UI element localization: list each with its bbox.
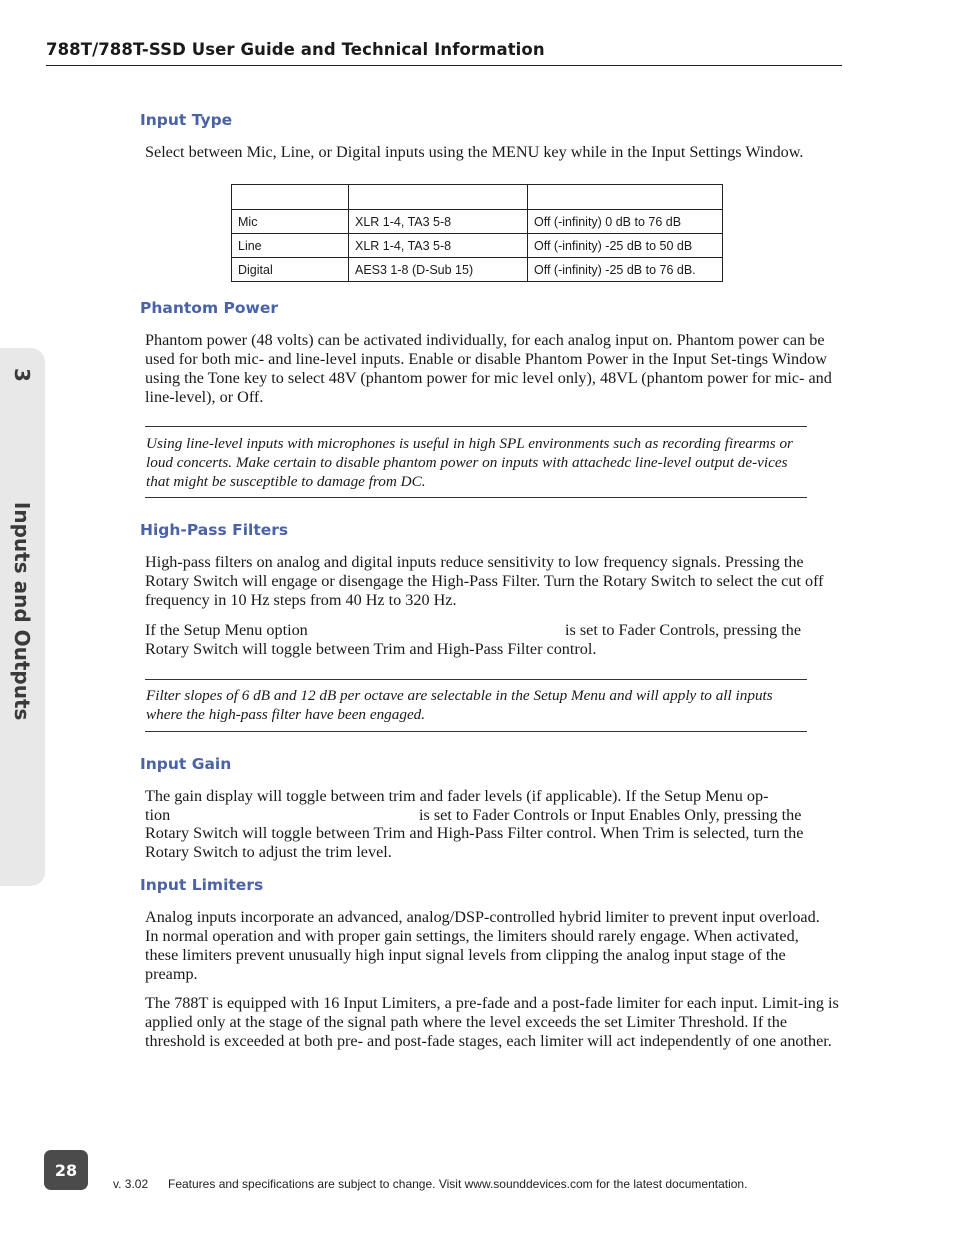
high-pass-option-text-c: Rotary Switch will toggle between Trim and High-Pass Filter control. [145, 640, 597, 658]
table-header-row [232, 185, 723, 210]
chapter-side-tab [0, 348, 45, 886]
table-row [232, 210, 723, 234]
input-limiters-heading: Input Limiters [140, 876, 264, 894]
table-cell: AES3 1-8 (D-Sub 15) [349, 258, 528, 282]
page-header-title: 788T/788T-SSD User Guide and Technical Information [46, 40, 545, 59]
input-gain-line1: The gain display will toggle between trim and fader levels (if applicable). If the Setup Menu op- [145, 787, 769, 805]
chapter-title: Inputs and Outputs [10, 501, 34, 721]
table-row [232, 258, 723, 282]
table-cell: Mic [232, 210, 349, 234]
input-gain-heading: Input Gain [140, 755, 232, 773]
high-pass-body: High-pass filters on analog and digital inputs reduce sensitivity to low frequency signals. Pressing the Rotary Switch will engage or disengage the High-Pass Filter. Turn the Rotary Switch to select the cut off frequency in 10 Hz steps from 40 Hz to 320 Hz. [145, 553, 824, 609]
table-row [232, 234, 723, 258]
table-cell: Off (-infinity) 0 dB to 76 dB [528, 210, 723, 234]
high-pass-option-text-a: If the Setup Menu option [145, 621, 308, 639]
input-limiters-body1: Analog inputs incorporate an advanced, analog/DSP-controlled hybrid limiter to prevent input overload. In normal operation and with proper gain settings, the limiters should rarely engage. When activated, these limiters prevent unusually high input signal levels from clipping the analog input stage of the preamp. [145, 908, 820, 983]
table-header-cell [232, 185, 349, 210]
table-cell: XLR 1-4, TA3 5-8 [349, 210, 528, 234]
high-pass-note: Filter slopes of 6 dB and 12 dB per octave are selectable in the Setup Menu and will apply to all inputs where the high-pass filter have been engaged. [145, 679, 807, 732]
table-cell: Off (-infinity) -25 dB to 76 dB. [528, 258, 723, 282]
phantom-power-body: Phantom power (48 volts) can be activated individually, for each analog input on. Phantom power can be used for both mic- and line-level inputs. Enable or disable Phantom Power in the Input Set-tings Window using the Tone key to select 48V (phantom power for mic level only), 48VL (phantom power for mic- and line-level), or Off. [145, 331, 832, 406]
input-limiters-body2: The 788T is equipped with 16 Input Limiters, a pre-fade and a post-fade limiter for each input. Limit-ing is applied only at the stage of the signal path where the level exceeds the set Limiter Threshold. If the threshold is exceeded at both pre- and post-fade stages, each limiter will act independently of one another. [145, 994, 839, 1050]
input-gain-line3: Rotary Switch will toggle between Trim and High-Pass Filter control. When Trim is selected, turn the Rotary Switch to adjust the trim level. [145, 824, 804, 861]
footer-disclaimer: Features and specifications are subject to change. Visit www.sounddevices.com for the latest documentation. [168, 1177, 748, 1191]
high-pass-heading: High-Pass Filters [140, 521, 289, 539]
page-number-badge: 28 [44, 1150, 88, 1190]
table-cell: Off (-infinity) -25 dB to 50 dB [528, 234, 723, 258]
high-pass-option-text-b: is set to Fader Controls, pressing the [565, 621, 802, 639]
chapter-tab-text [10, 368, 34, 720]
table-cell: XLR 1-4, TA3 5-8 [349, 234, 528, 258]
phantom-power-heading: Phantom Power [140, 299, 278, 317]
table-cell: Digital [232, 258, 349, 282]
input-type-body: Select between Mic, Line, or Digital inputs using the MENU key while in the Input Settings Window. [145, 143, 804, 161]
footer-version: v. 3.02 [113, 1177, 149, 1191]
input-type-heading: Input Type [140, 111, 233, 129]
input-type-table [231, 184, 723, 282]
chapter-number: 3 [10, 368, 34, 382]
phantom-power-note: Using line-level inputs with microphones is useful in high SPL environments such as recording firearms or loud concerts. Make certain to disable phantom power on inputs with attachedc line-level output de-vices that might be susceptible to damage from DC. [145, 426, 807, 498]
header-divider [46, 65, 842, 66]
table-header-cell [349, 185, 528, 210]
input-gain-line2-b: is set to Fader Controls or Input Enables Only, pressing the [419, 806, 802, 824]
table-header-cell [528, 185, 723, 210]
input-gain-line2-a: tion [145, 806, 171, 824]
table-cell: Line [232, 234, 349, 258]
